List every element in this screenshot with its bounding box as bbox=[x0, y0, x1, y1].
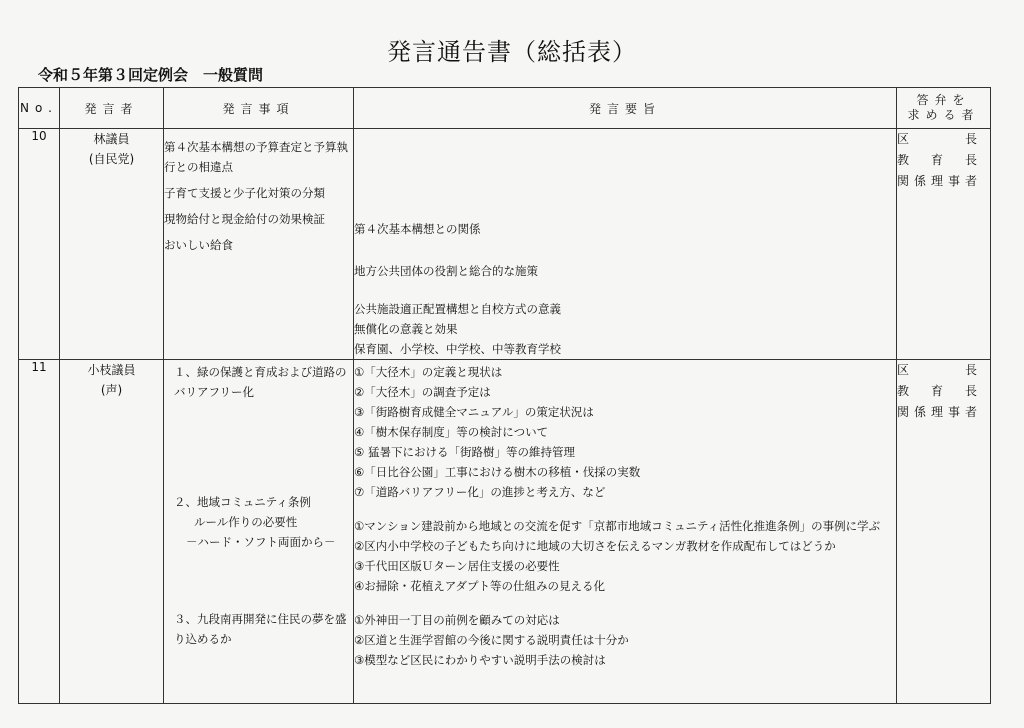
speaker-party: (声) bbox=[100, 383, 123, 397]
speaker-name: 小枝議員 bbox=[87, 363, 136, 377]
item-text: ３、九段南再開発に住民の夢を盛り込めるか bbox=[174, 612, 347, 646]
item-text: 第４次基本構想の予算査定と予算執行との相違点 bbox=[164, 140, 348, 174]
answer-char: 事 bbox=[947, 174, 960, 188]
item-text: ２、地域コミュニティ条例 bbox=[174, 495, 311, 509]
point-text: 公共施設適正配置構想と自校方式の意義 bbox=[354, 302, 561, 316]
points-cell bbox=[354, 360, 897, 704]
answer-cell bbox=[897, 129, 991, 360]
header-answer bbox=[897, 88, 991, 129]
points-cell bbox=[354, 129, 897, 360]
speaker-name: 林議員 bbox=[93, 132, 130, 146]
header-speaker: 発言者 bbox=[60, 88, 164, 129]
answer-char: 関 bbox=[897, 405, 910, 419]
point-text: ③模型など区民にわかりやすい説明手法の検討は bbox=[354, 653, 606, 667]
point-text: ⑥「日比谷公園」工事における樹木の移植・伐採の実数 bbox=[354, 465, 641, 479]
point-text: ②「大径木」の調査予定は bbox=[354, 385, 491, 399]
table-header-row bbox=[19, 88, 991, 129]
item-text: おいしい給食 bbox=[164, 238, 233, 252]
item-text: １、緑の保護と育成および道路のバリアフリー化 bbox=[174, 365, 347, 399]
header-items: 発言事項 bbox=[164, 88, 354, 129]
point-text: ①外神田一丁目の前例を顧みての対応は bbox=[354, 613, 560, 627]
answer-char: 事 bbox=[947, 405, 960, 419]
table-row bbox=[19, 129, 991, 360]
point-text: 第４次基本構想との関係 bbox=[354, 222, 481, 236]
point-text: ③千代田区版Ｕターン居住支援の必要性 bbox=[354, 559, 560, 573]
answer-line bbox=[897, 360, 977, 381]
summary-table bbox=[18, 87, 991, 704]
item-text: ルール作りの必要性 bbox=[194, 515, 298, 529]
answer-char: 理 bbox=[930, 174, 943, 188]
document-title: 発言通告書（総括表） bbox=[387, 38, 637, 66]
answer-char: 長 bbox=[964, 363, 977, 377]
answer-line bbox=[897, 381, 977, 402]
point-text: ①「大径木」の定義と現状は bbox=[354, 365, 503, 379]
item-text: －ハード・ソフト両面から－ bbox=[186, 535, 336, 549]
row-number: 10 bbox=[19, 129, 60, 360]
point-text: ④お掃除・花植えアダプト等の仕組みの見える化 bbox=[354, 579, 606, 593]
answer-char: 長 bbox=[964, 132, 977, 146]
answer-char: 育 bbox=[930, 153, 943, 167]
header-points: 発言要旨 bbox=[354, 88, 897, 129]
point-text: 無償化の意義と効果 bbox=[354, 322, 458, 336]
speaker-party: (自民党) bbox=[88, 152, 135, 166]
answer-char: 理 bbox=[930, 405, 943, 419]
answer-char: 教 bbox=[897, 153, 910, 167]
point-text: ②区道と生涯学習館の今後に関する説明責任は十分か bbox=[354, 633, 629, 647]
answer-char: 区 bbox=[897, 363, 910, 377]
point-text: ②区内小中学校の子どもたち向けに地域の大切さを伝えるマンガ教材を作成配布してはどうか bbox=[354, 539, 836, 553]
answer-char: 係 bbox=[913, 174, 926, 188]
speaker-cell bbox=[60, 360, 164, 704]
header-no: No. bbox=[19, 88, 60, 129]
items-cell bbox=[164, 129, 354, 360]
header-answer-line1: 答弁を bbox=[916, 93, 971, 107]
answer-cell bbox=[897, 360, 991, 704]
answer-char: 育 bbox=[930, 384, 943, 398]
answer-char: 者 bbox=[964, 405, 977, 419]
point-text: ⑤ 猛暑下における「街路樹」等の維持管理 bbox=[354, 445, 575, 459]
items-cell bbox=[164, 360, 354, 704]
point-text: 地方公共団体の役割と総合的な施策 bbox=[354, 264, 538, 278]
session-subtitle: 令和５年第３回定例会 一般質問 bbox=[38, 66, 264, 84]
header-answer-line2: 求める者 bbox=[907, 108, 980, 122]
point-text: 保育園、小学校、中学校、中等教育学校 bbox=[354, 342, 561, 356]
point-text: ⑦「道路バリアフリー化」の進捗と考え方、など bbox=[354, 485, 606, 499]
item-text: 子育て支援と少子化対策の分類 bbox=[164, 186, 325, 200]
answer-line bbox=[897, 171, 977, 192]
table-row bbox=[19, 360, 991, 704]
answer-line bbox=[897, 150, 977, 171]
answer-char: 長 bbox=[964, 153, 977, 167]
answer-char: 教 bbox=[897, 384, 910, 398]
answer-line bbox=[897, 402, 977, 423]
point-text: ④「樹木保存制度」等の検討について bbox=[354, 425, 549, 439]
answer-char: 長 bbox=[964, 384, 977, 398]
answer-char: 関 bbox=[897, 174, 910, 188]
point-text: ①マンション建設前から地域との交流を促す「京都市地域コミュニティ活性化推進条例」の事例に学ぶ bbox=[354, 519, 881, 533]
answer-line bbox=[897, 129, 977, 150]
answer-char: 係 bbox=[913, 405, 926, 419]
row-number: 11 bbox=[19, 360, 60, 704]
answer-char: 者 bbox=[964, 174, 977, 188]
item-text: 現物給付と現金給付の効果検証 bbox=[164, 212, 325, 226]
answer-char: 区 bbox=[897, 132, 910, 146]
speaker-cell bbox=[60, 129, 164, 360]
point-text: ③「街路樹育成健全マニュアル」の策定状況は bbox=[354, 405, 594, 419]
